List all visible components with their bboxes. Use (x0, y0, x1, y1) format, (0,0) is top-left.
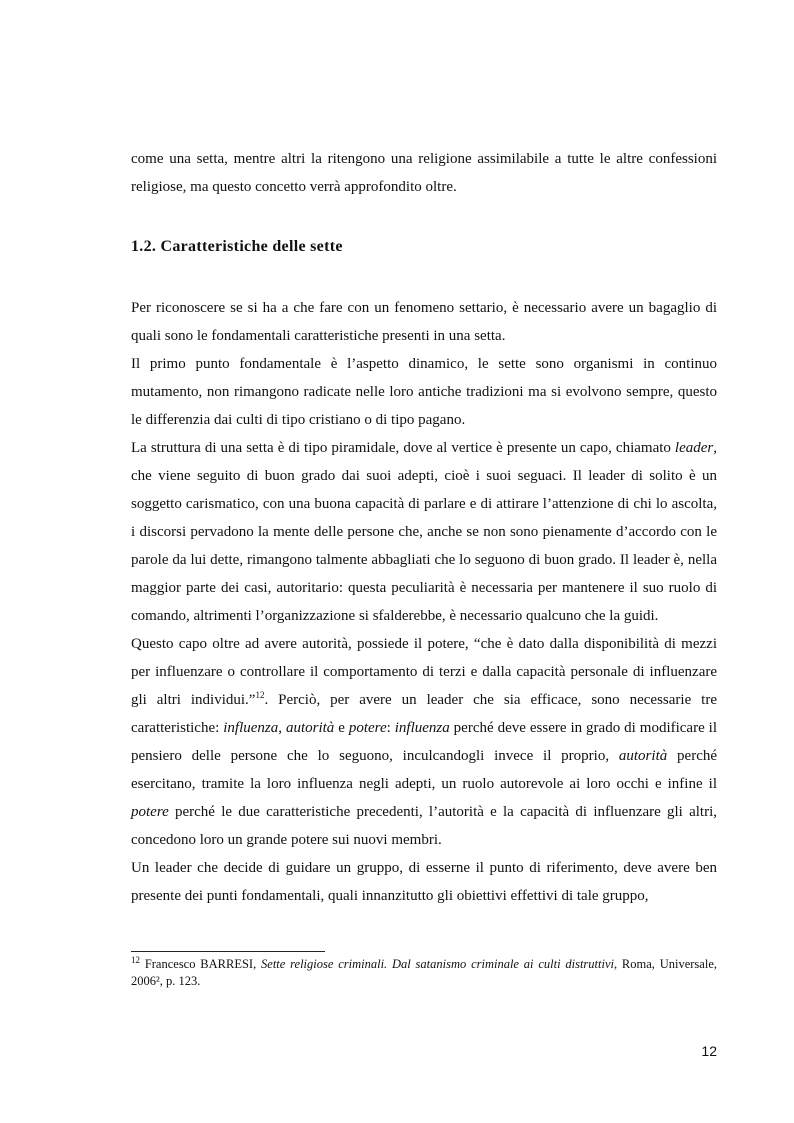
page-number: 12 (701, 1043, 717, 1059)
section-body (131, 294, 717, 910)
paragraph-1: Per riconoscere se si ha a che fare con un fenomeno settario, è necessario avere un bagaglio di quali sono le fondamentali caratteristiche presenti in una setta. (131, 300, 717, 344)
italic-term-influenza: influenza (223, 720, 279, 736)
paragraph-4: Questo capo oltre ad avere autorità, possiede il potere, “che è dato dalla disponibilità di mezzi per influenzare o controllare il comportamento di terzi e dalla capacità personale di influenzare gli altri individui.”$^{12}$. Perciò, per avere un leader che sia efficace, sono necessarie tre caratteristiche: influenza, autorità e potere: influenza perché deve essere in grado di modificare il pensiero delle persone che lo seguono, inculcandogli invece il proprio, autorità perché esercitano, tramite la loro influenza negli adepti, un ruolo autorevole ai loro occhi e infine il potere perché le due caratteristiche precedenti, l’autorità e la capacità di influenzare gli altri, concedono loro un grande potere sui nuovi membri. (131, 636, 718, 848)
intro-paragraph (131, 145, 717, 201)
italic-term-potere: potere (348, 720, 387, 736)
italic-term-potere-2: potere (131, 804, 169, 820)
section-heading: 1.2. Caratteristiche delle sette (131, 238, 343, 255)
paragraph-intro: come una setta, mentre altri la ritengono una religione assimilabile a tutte le altre confessioni religiose, ma questo concetto verrà approfondito oltre. (131, 151, 717, 195)
footnote: $^{12}$ Francesco BARRESI, Sette religiose criminali. Dal satanismo criminale ai culti distruttivi, Roma, Universale, 2006², p. 123. (131, 954, 717, 988)
italic-term-leader: leader (674, 440, 714, 456)
footnote-book-title: Sette religiose criminali. Dal satanismo criminale ai culti distruttivi (261, 957, 614, 971)
italic-term-autorita: autorità (285, 720, 335, 736)
italic-term-autorita-2: autorità (618, 748, 668, 764)
paragraph-2: Il primo punto fondamentale è l’aspetto dinamico, le sette sono organismi in continuo mutamento, non rimangono radicate nelle loro antiche tradizioni ma si evolvono sempre, questo le differenzia dai culti di tipo cristiano o di tipo pagano. (131, 356, 717, 428)
paragraph-5: Un leader che decide di guidare un gruppo, di esserne il punto di riferimento, deve avere ben presente dei punti fondamentali, quali innanzitutto gli obiettivi effettivi di tale gruppo, (131, 860, 717, 904)
footnote-reference: 12 (255, 690, 265, 700)
footnote-number: 12 (131, 954, 140, 965)
paragraph-3: La struttura di una setta è di tipo piramidale, dove al vertice è presente un capo, chiamato leader, che viene seguito di buon grado dai suoi adepti, cioè i suoi seguaci. Il leader di solito è un soggetto carismatico, con una buona capacità di parlare e di attirare l’attenzione di chi lo ascolta, i discorsi pervadono la mente delle persone che, anche se non sono pienamente d’accordo con le parole da lui dette, rimangono talmente abbagliati che lo seguono di buon grado. Il leader è, nella maggior parte dei casi, autoritario: questa peculiarità è necessaria per mantenere il suo ruolo di comando, altrimenti l’organizzazione si sfalderebbe, è necessario qualcuno che la guidi. (131, 440, 717, 624)
italic-term-influenza-2: influenza (394, 720, 450, 736)
footnote-separator (131, 951, 325, 952)
